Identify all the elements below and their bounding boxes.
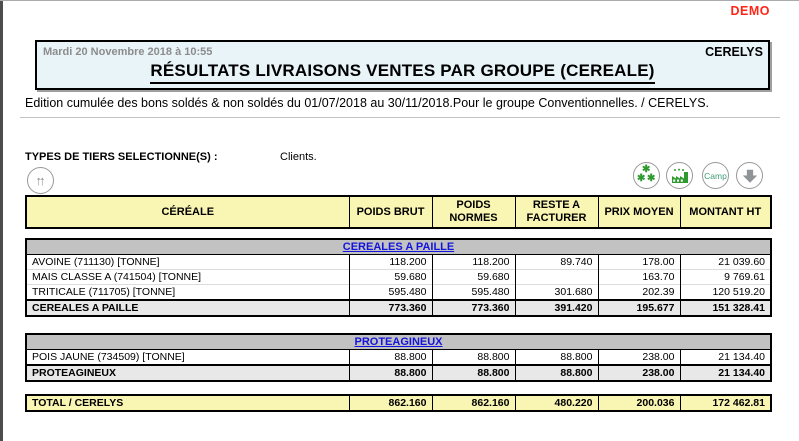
row-avoine [26,255,771,270]
cell-prix-moyen: 200.036 [598,395,680,411]
row-label: AVOINE (711130) [TONNE] [26,255,349,270]
divider [20,117,780,118]
window-left-edge [0,0,3,441]
edition-summary: Edition cumulée des bons soldés & non soldés du 01/07/2018 au 30/11/2018.Pour le groupe Conventionnelles. / CERELYS. [25,96,710,110]
cell-montant-ht: 21 134.40 [680,365,771,381]
campaign-button[interactable] [702,162,729,189]
window-top-edge [0,0,799,1]
cell-montant-ht: 120 519.20 [680,285,771,301]
report-header-box [35,40,770,90]
section-title-row [26,239,771,255]
row-triticale [26,285,771,301]
section-table-cereales-a-paille [25,238,772,317]
cell-poids-normes: 595.480 [432,285,515,301]
scroll-to-top-button[interactable] [27,167,54,194]
cell-poids-normes: 118.200 [432,255,515,270]
cell-prix-moyen: 178.00 [598,255,680,270]
column-header-poids-brut: POIDS BRUT [349,196,432,228]
subtotal-label: CEREALES A PAILLE [26,300,349,316]
cell-poids-brut: 88.800 [349,350,432,366]
varieties-filter-button[interactable] [633,162,660,189]
header-row [26,196,771,228]
cell-poids-normes: 862.160 [432,395,515,411]
row-pois-jaune [26,350,771,366]
column-header-reste-a-facturer: RESTE A FACTURER [515,196,598,228]
page-title: RÉSULTATS LIVRAISONS VENTES PAR GROUPE (CEREALE) [37,61,768,84]
asterisks-icon: ✱ ✱ ✱ [637,164,656,184]
cell-reste-a-facturer: 89.740 [515,255,598,270]
cell-poids-brut: 59.680 [349,270,432,285]
site-filter-button[interactable] [666,162,693,189]
cell-prix-moyen: 202.39 [598,285,680,301]
subtotal-row-proteagineux [26,365,771,381]
row-label: MAIS CLASSE A (741504) [TONNE] [26,270,349,285]
tiers-selection-value: Clients. [280,151,317,163]
cell-montant-ht: 21 039.60 [680,255,771,270]
factory-icon [670,168,690,184]
cell-poids-brut: 118.200 [349,255,432,270]
cell-reste-a-facturer [515,270,598,285]
cell-reste-a-facturer: 480.220 [515,395,598,411]
subtotal-row-cereales-a-paille [26,300,771,316]
total-row [26,395,771,411]
demo-badge: DEMO [730,4,770,18]
cell-reste-a-facturer: 88.800 [515,350,598,366]
cell-poids-brut: 88.800 [349,365,432,381]
cell-montant-ht: 172 462.81 [680,395,771,411]
scroll-down-button[interactable] [736,162,763,189]
section-title-link[interactable]: PROTEAGINEUX [354,336,443,348]
section-table-proteagineux [25,333,772,382]
camp-icon: Camp [704,170,727,181]
cell-reste-a-facturer: 391.420 [515,300,598,316]
cell-montant-ht: 21 134.40 [680,350,771,366]
cell-poids-normes: 59.680 [432,270,515,285]
down-arrow-icon [741,167,759,185]
cell-poids-brut: 862.160 [349,395,432,411]
row-label: POIS JAUNE (734509) [TONNE] [26,350,349,366]
section-title-row [26,334,771,350]
row-label: TRITICALE (711705) [TONNE] [26,285,349,301]
up-arrows-icon: ↑↑ [35,173,43,188]
cell-poids-brut: 773.360 [349,300,432,316]
company-name: CERELYS [705,45,763,59]
total-table [25,394,772,412]
cell-prix-moyen: 163.70 [598,270,680,285]
tiers-selection-label: TYPES DE TIERS SELECTIONNE(S) : [25,151,218,163]
cell-prix-moyen: 195.677 [598,300,680,316]
cell-prix-moyen: 238.00 [598,350,680,366]
cell-reste-a-facturer: 88.800 [515,365,598,381]
section-title-link[interactable]: CEREALES A PAILLE [342,241,455,253]
cell-poids-brut: 595.480 [349,285,432,301]
subtotal-label: PROTEAGINEUX [26,365,349,381]
cell-poids-normes: 88.800 [432,365,515,381]
cell-montant-ht: 9 769.61 [680,270,771,285]
report-datetime: Mardi 20 Novembre 2018 à 10:55 [43,46,213,58]
cell-reste-a-facturer: 301.680 [515,285,598,301]
column-header-poids-normes: POIDS NORMES [432,196,515,228]
total-label: TOTAL / CERELYS [26,395,349,411]
cell-prix-moyen: 238.00 [598,365,680,381]
column-header-cereale: CÉRÉALE [26,196,349,228]
row-mais-classe-a [26,270,771,285]
results-table-header [25,195,772,229]
column-header-montant-ht: MONTANT HT [680,196,771,228]
cell-poids-normes: 773.360 [432,300,515,316]
cell-poids-normes: 88.800 [432,350,515,366]
cell-montant-ht: 151 328.41 [680,300,771,316]
column-header-prix-moyen: PRIX MOYEN [598,196,680,228]
